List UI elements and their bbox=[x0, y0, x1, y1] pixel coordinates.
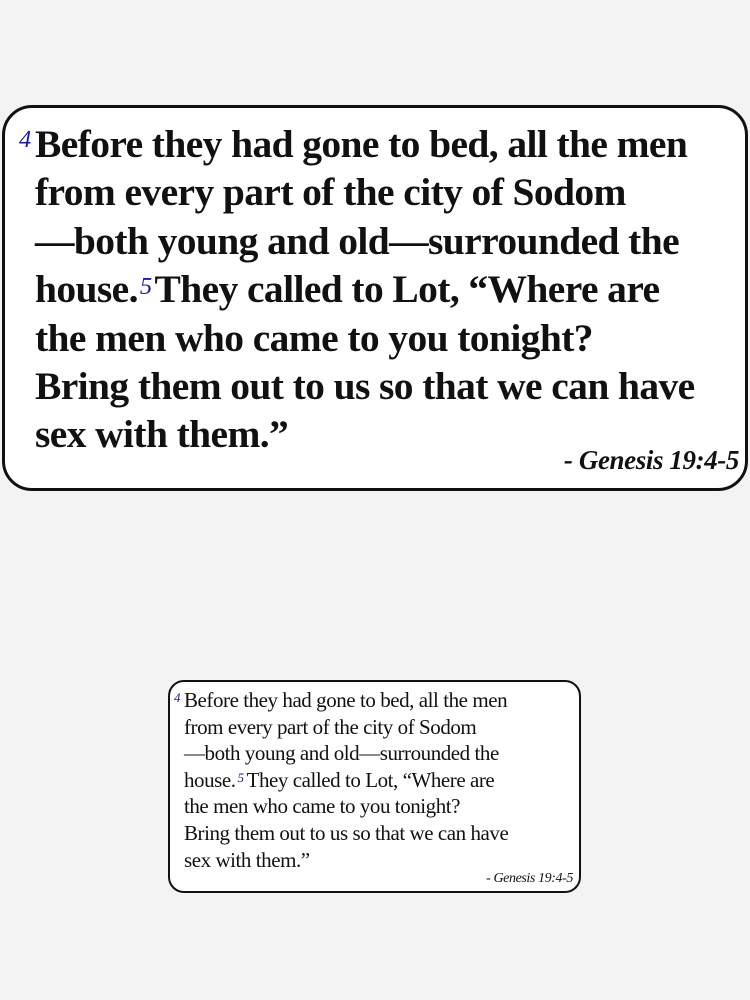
verse-line: sex with them.” bbox=[184, 847, 310, 872]
verse-line: Bring them out to us so that we can have bbox=[35, 364, 695, 409]
verse-line: —both young and old—surrounded the bbox=[184, 741, 499, 766]
sticker-small bbox=[168, 680, 581, 893]
verse-line: —both young and old—surrounded the bbox=[35, 218, 680, 263]
verse-line: the men who came to you tonight? bbox=[35, 315, 593, 360]
verse-line-text: house. bbox=[184, 767, 236, 792]
verse-line-text: Before they had gone to bed, all the men bbox=[184, 688, 508, 712]
citation: - Genesis 19:4-5 bbox=[563, 445, 739, 475]
verse-number: 5 bbox=[139, 272, 152, 300]
verse-line bbox=[19, 120, 695, 168]
verse-line bbox=[35, 265, 695, 313]
verse-line: from every part of the city of Sodom bbox=[35, 170, 626, 215]
verse-line-text: house. bbox=[35, 267, 138, 312]
verse-number: 4 bbox=[174, 690, 181, 705]
verse-number: 4 bbox=[19, 126, 31, 153]
verse-line-text: They called to Lot, “Where are bbox=[246, 767, 495, 792]
citation: - Genesis 19:4-5 bbox=[486, 871, 573, 886]
verse-line-text: They called to Lot, “Where are bbox=[154, 267, 660, 312]
sticker-large bbox=[2, 105, 748, 491]
verse-line: Bring them out to us so that we can have bbox=[184, 820, 509, 845]
verse-line bbox=[174, 687, 508, 714]
verse-line: from every part of the city of Sodom bbox=[184, 714, 477, 739]
verse-line: sex with them.” bbox=[35, 412, 289, 457]
verse-text bbox=[19, 120, 695, 459]
verse-text bbox=[174, 687, 509, 873]
verse-number: 5 bbox=[237, 770, 244, 786]
verse-line-text: Before they had gone to bed, all the men bbox=[35, 122, 688, 166]
verse-line: the men who came to you tonight? bbox=[184, 794, 461, 819]
verse-line bbox=[184, 767, 508, 794]
